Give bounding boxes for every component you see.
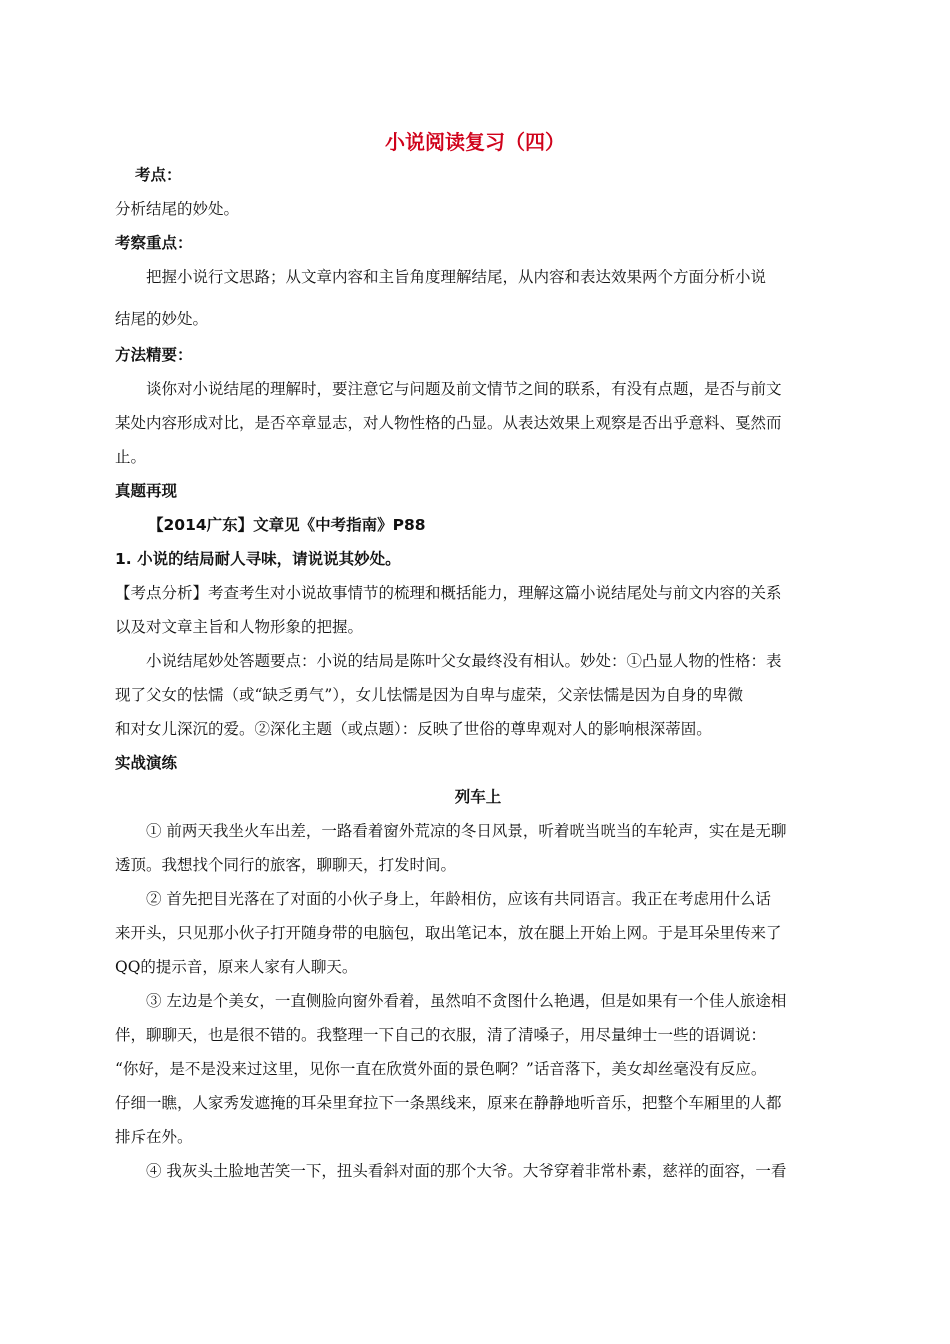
section-heading-zhenti: 真题再现 [115, 482, 178, 500]
paragraph-line: 小说结尾妙处答题要点：小说的结局是陈叶父女最终没有相认。妙处：①凸显人物的性格：表 [146, 652, 782, 670]
paragraph-line: 把握小说行文思路；从文章内容和主旨角度理解结尾，从内容和表达效果两个方面分析小说 [146, 268, 767, 286]
source-reference: 【2014广东】文章见《中考指南》P88 [148, 516, 426, 534]
paragraph-line: ① 前两天我坐火车出差，一路看着窗外荒凉的冬日风景，听着咣当咣当的车轮声，实在是无聊 [146, 822, 787, 840]
section-heading-shizhan: 实战演练 [115, 754, 178, 772]
paragraph-line: 透顶。我想找个同行的旅客，聊聊天，打发时间。 [115, 856, 457, 874]
page-title: 小说阅读复习（四） [385, 130, 565, 154]
question-1: 1. 小说的结局耐人寻味，请说说其妙处。 [115, 550, 401, 568]
paragraph-line: 仔细一瞧，人家秀发遮掩的耳朵里耷拉下一条黑线来，原来在静静地听音乐，把整个车厢里的人都 [115, 1094, 782, 1112]
paragraph-line: 来开头，只见那小伙子打开随身带的电脑包，取出笔记本，放在腿上开始上网。于是耳朵里传来了 [115, 924, 782, 942]
paragraph-line: 结尾的妙处。 [115, 310, 209, 328]
paragraph-line: 止。 [115, 448, 147, 466]
document-body [115, 158, 841, 1188]
paragraph-line: ③ 左边是个美女，一直侧脸向窗外看着，虽然咱不贪图什么艳遇，但是如果有一个佳人旅途相 [146, 992, 787, 1010]
paragraph-line: 某处内容形成对比，是否卒章显志，对人物性格的凸显。从表达效果上观察是否出乎意料、戛然而 [115, 414, 782, 432]
paragraph-line: 以及对文章主旨和人物形象的把握。 [115, 618, 364, 636]
paragraph-line: 谈你对小说结尾的理解时，要注意它与问题及前文情节之间的联系，有没有点题，是否与前文 [146, 380, 782, 398]
paragraph-line: 伴，聊聊天，也是很不错的。我整理一下自己的衣服，清了清嗓子，用尽量绅士一些的语调说： [115, 1026, 767, 1044]
paragraph-line: ④ 我灰头土脸地苦笑一下，扭头看斜对面的那个大爷。大爷穿着非常朴素，慈祥的面容，一看 [146, 1162, 787, 1180]
paragraph-line: QQ的提示音，原来人家有人聊天。 [115, 958, 358, 976]
section-heading-kaodian: 考点： [135, 166, 182, 184]
paragraph-line: 和对女儿深沉的爱。②深化主题（或点题）：反映了世俗的尊卑观对人的影响根深蒂固。 [115, 720, 712, 738]
section-heading-fangfa: 方法精要： [115, 346, 193, 364]
paragraph-line: 现了父女的怯懦（或“缺乏勇气”），女儿怯懦是因为自卑与虚荣，父亲怯懦是因为自身的卑微 [115, 686, 744, 704]
paragraph-line: ② 首先把目光落在了对面的小伙子身上，年龄相仿，应该有共同语言。我正在考虑用什么话 [146, 890, 771, 908]
paragraph-line: 排斥在外。 [115, 1128, 193, 1146]
paragraph-line: “你好，是不是没来过这里，见你一直在欣赏外面的景色啊？”话音落下，美女却丝毫没有反应。 [115, 1060, 767, 1078]
story-title: 列车上 [454, 788, 502, 806]
paragraph-line: 【考点分析】考查考生对小说故事情节的梳理和概括能力，理解这篇小说结尾处与前文内容的关系 [115, 584, 782, 602]
section-heading-kaocha: 考察重点： [115, 234, 193, 252]
paragraph-line: 分析结尾的妙处。 [115, 200, 240, 218]
